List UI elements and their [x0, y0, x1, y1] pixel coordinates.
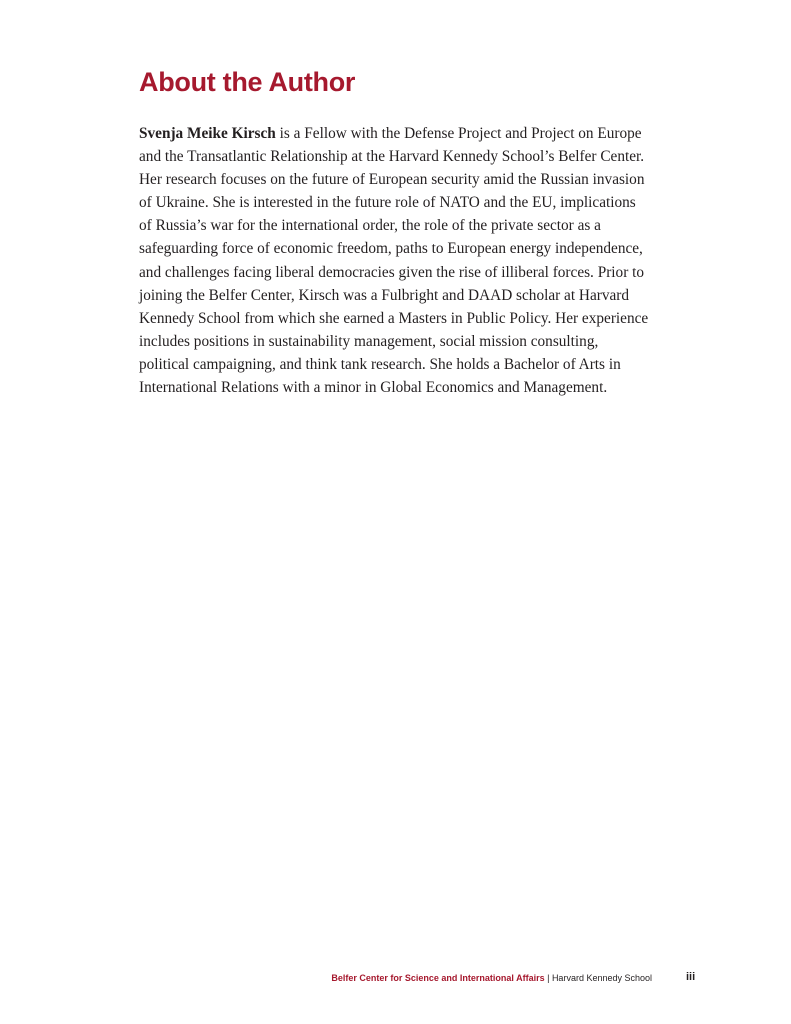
bio-line: includes positions in sustainability management, social mission consulting,: [139, 332, 599, 350]
bio-line: International Relations with a minor in Global Economics and Management.: [139, 379, 608, 397]
bio-line: safeguarding force of economic freedom, paths to European energy independence,: [139, 240, 643, 258]
page-footer: [331, 971, 652, 985]
footer-separator: |: [544, 973, 552, 983]
bio-line: [139, 122, 659, 145]
author-name: Svenja Meike Kirsch: [139, 125, 276, 142]
bio-line: of Ukraine. She is interested in the future role of NATO and the EU, implications: [139, 194, 636, 212]
bio-line: Her research focuses on the future of European security amid the Russian invasion: [139, 171, 645, 189]
bio-line: political campaigning, and think tank research. She holds a Bachelor of Arts in: [139, 355, 621, 373]
bio-line: and the Transatlantic Relationship at the Harvard Kennedy School’s Belfer Center.: [139, 148, 645, 166]
bio-line: of Russia’s war for the international order, the role of the private sector as a: [139, 217, 601, 235]
bio-line: joining the Belfer Center, Kirsch was a Fulbright and DAAD scholar at Harvard: [139, 286, 630, 304]
author-bio: [139, 122, 659, 399]
bio-line: Kennedy School from which she earned a Masters in Public Policy. Her experience: [139, 309, 649, 327]
bio-line: and challenges facing liberal democracies given the rise of illiberal forces. Prior to: [139, 263, 645, 281]
page-number: iii: [686, 971, 696, 983]
page-title: About the Author: [139, 67, 356, 97]
footer-org: Belfer Center for Science and International Affairs: [331, 973, 545, 983]
footer-school: Harvard Kennedy School: [551, 973, 652, 983]
bio-first-line-text: is a Fellow with the Defense Project and Project on Europe: [275, 125, 642, 142]
